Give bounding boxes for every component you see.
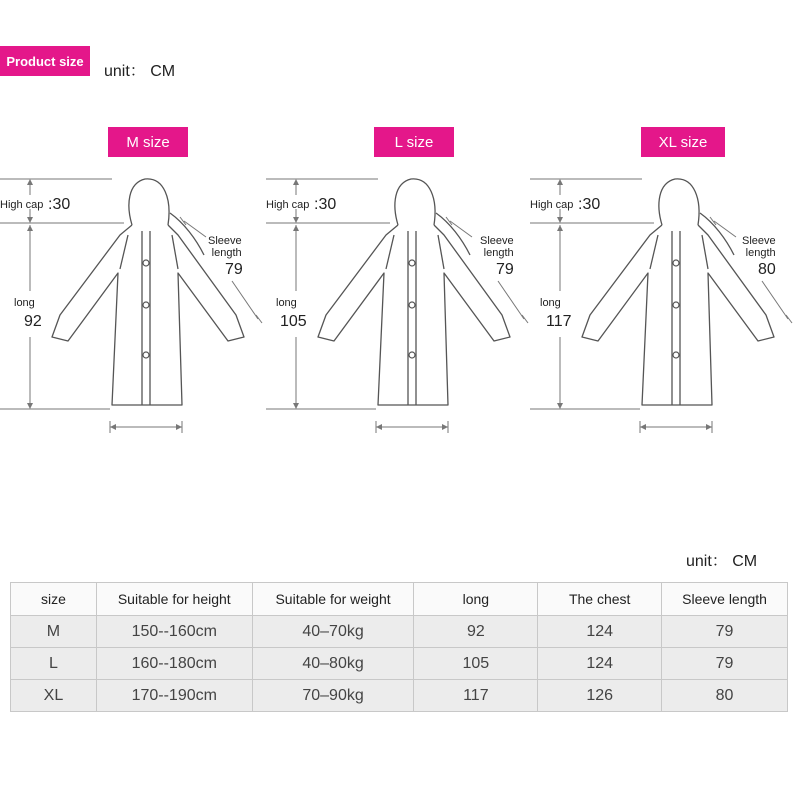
cell-size: XL [11,680,97,712]
cell-long: 105 [414,648,538,680]
table-row [11,680,788,712]
cell-size: L [11,648,97,680]
cell-height: 170--190cm [96,680,252,712]
sleeve-value: 79 [225,261,243,278]
high-cap-label: High cap [266,199,310,211]
sleeve-value: 80 [758,261,776,278]
header-chest: The chest [538,583,662,616]
cell-sleeve-length: 80 [662,680,788,712]
cell-sleeve-length: 79 [662,648,788,680]
high-cap-label: High cap [530,199,574,211]
header-height: Suitable for height [96,583,252,616]
table-row [11,648,788,680]
size-panel-m [0,165,270,445]
long-value: 117 [546,313,572,330]
table-row [11,616,788,648]
size-badge-m: M size [108,127,188,157]
table-unit-label: unit： CM [686,553,758,570]
sleeve-label: Sleeve length [480,235,514,259]
long-value: 92 [24,313,42,330]
sleeve-label: Sleeve length [208,235,242,259]
cell-size: M [11,616,97,648]
header-sleeve-length: Sleeve length [662,583,788,616]
cell-weight: 40–70kg [252,616,414,648]
cell-long: 92 [414,616,538,648]
high-cap-value: :30 [314,196,337,213]
cell-weight: 70–90kg [252,680,414,712]
header-size: size [11,583,97,616]
cell-long: 117 [414,680,538,712]
unit-label: unit： CM [104,63,176,80]
size-panel-xl [530,165,800,445]
cell-chest: 124 [538,648,662,680]
product-size-badge: Product size [0,46,90,76]
high-cap-value: :30 [48,196,71,213]
cell-chest: 124 [538,616,662,648]
size-badge-xl: XL size [641,127,725,157]
cell-weight: 40–80kg [252,648,414,680]
sleeve-value: 79 [496,261,514,278]
size-badge-l: L size [374,127,454,157]
long-value: 105 [280,313,307,330]
cell-height: 160--180cm [96,648,252,680]
header-weight: Suitable for weight [252,583,414,616]
long-label: long [540,297,561,309]
table-header-row [11,583,788,616]
size-panel-l [266,165,536,445]
header-long: long [414,583,538,616]
sleeve-label: Sleeve length [742,235,776,259]
long-label: long [14,297,35,309]
cell-chest: 126 [538,680,662,712]
high-cap-label: High cap [0,199,44,211]
cell-sleeve-length: 79 [662,616,788,648]
size-table [10,582,788,712]
long-label: long [276,297,297,309]
high-cap-value: :30 [578,196,601,213]
cell-height: 150--160cm [96,616,252,648]
